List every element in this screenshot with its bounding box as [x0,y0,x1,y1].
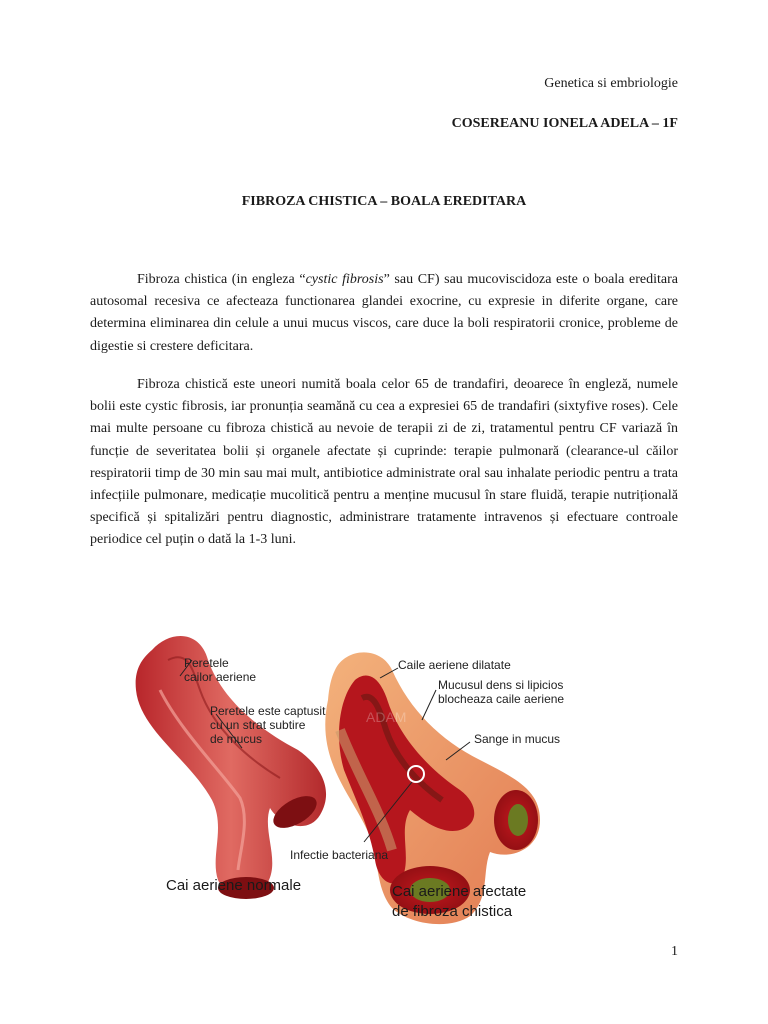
paragraph-1 [90,269,678,358]
label-airway-wall [184,656,256,684]
label-mucus-lining [210,704,325,746]
label-thick-mucus-line-1: Mucusul dens si lipicios [438,678,564,692]
label-airway-wall-line-1: Peretele [184,656,229,670]
label-thick-mucus [438,678,564,706]
leader-thick-mucus [422,690,436,720]
paragraph-1-italic-term: cystic fibrosis [305,272,384,287]
header-author: COSEREANU IONELA ADELA – 1F [451,116,678,131]
watermark-text: ADAM [366,709,407,725]
airway-illustration [130,620,580,926]
document-title: FIBROZA CHISTICA – BOALA EREDITARA [241,194,527,209]
label-blood-in-mucus: Sange in mucus [474,732,561,746]
cf-airway-plug-2 [508,804,528,836]
caption-affected-airways [392,882,526,922]
label-dilated-airways: Caile aeriene dilatate [398,658,511,672]
header-subject: Genetica si embriologie [544,76,678,91]
paragraph-1-rest: ” sau CF) sau mucoviscidoza este o boala ereditara autosomal recesiva ce afecteaza functionarea glandei exocrine, cu expresie in diferite organe, care determina eliminarea din celule a unui mucus viscos, care duce la boli respiratorii cronice, probleme de digestie si crestere deficitara. [90,272,678,354]
label-thick-mucus-line-2: blocheaza caile aeriene [438,692,565,706]
paragraph-1-start: Fibroza chistica (in engleza “ [137,272,306,287]
page-number: 1 [671,944,678,959]
paragraph-2 [90,374,678,552]
caption-normal-airways: Cai aeriene normale [166,877,302,894]
label-mucus-lining-line-1: Peretele este captusit [210,704,326,718]
paragraph-2-text: Fibroza chistică este uneori numită boala celor 65 de trandafiri, deoarece în engleză, numele bolii este cystic fibrosis, iar pronunția seamănă cu cea a expresiei 65 de trandafiri (sixtyfive roses). Cele mai multe persoane cu fibroza chistică au nevoie de terapii zi de zi, tratamentul pentru CF variază în funcție de severitatea bolii și organele afectate și cuprinde: terapie pulmonară (clearance-ul căilor respiratorii timp de 30 min sau mai mult, antibiotice administrate oral sau inhalate periodic pentru a trata infecțiile pulmonare, medicație mucolitică pentru a menține mucusul în stare fluidă, terapie nutrițională specifică și spitalizări pentru diagnostic, administrare tratamente intravenos și efectuare controale periodice cel puțin o dată la 1-3 luni. [90,377,678,548]
caption-affected-line-2: de fibroza chistica [392,903,513,920]
label-mucus-lining-line-2: cu un strat subtire [210,718,306,732]
label-bacterial-infection: Infectie bacteriana [290,848,389,862]
label-mucus-lining-line-3: de mucus [210,732,263,746]
label-airway-wall-line-2: cailor aeriene [184,670,257,684]
caption-affected-line-1: Cai aeriene afectate [392,883,527,900]
